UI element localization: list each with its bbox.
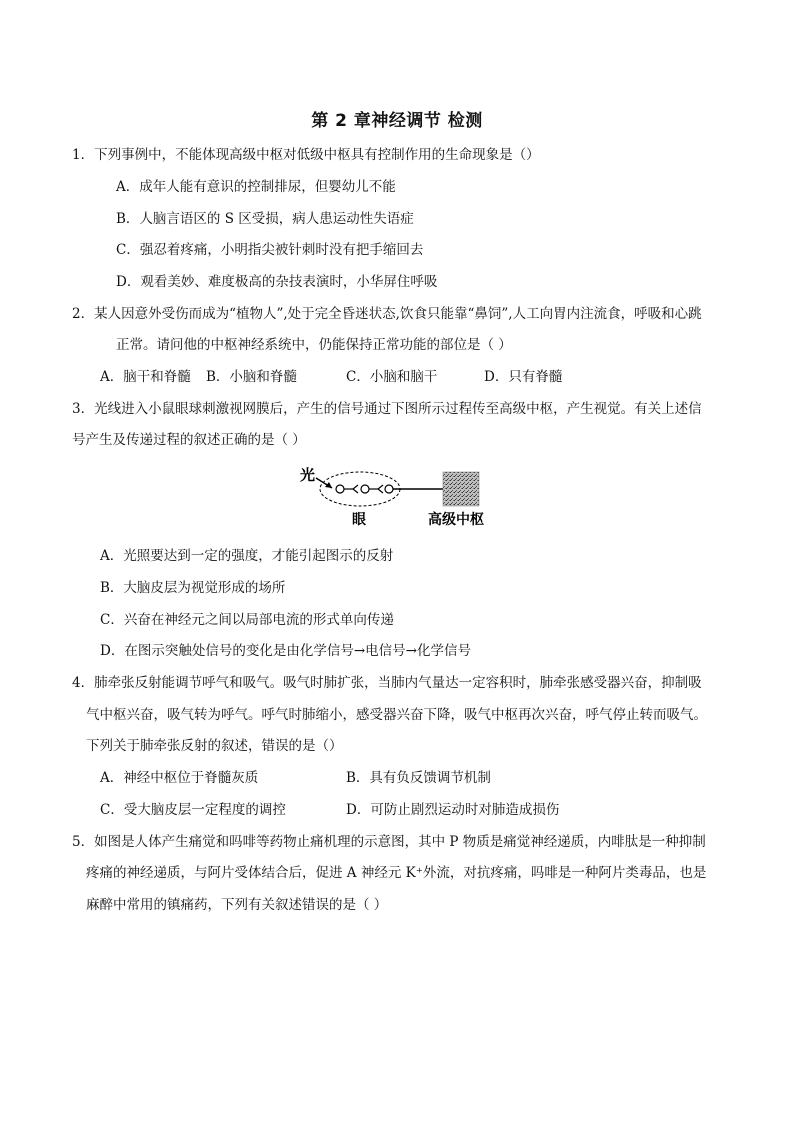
q3-stem-line1: 3．光线进入小鼠眼球刺激视网膜后，产生的信号通过下图所示过程传至高级中枢，产生视觉。有关上述信 bbox=[72, 401, 702, 417]
q1-option-d: D．观看美妙、难度极高的杂技表演时，小华屏住呼吸 bbox=[116, 274, 438, 290]
synapse-2-icon bbox=[378, 485, 383, 493]
q4-option-b: B．具有负反馈调节机制 bbox=[346, 770, 491, 786]
neuron-3-icon bbox=[385, 485, 393, 493]
q4-option-a: A．神经中枢位于脊髓灰质 bbox=[100, 770, 259, 786]
q2-option-c: C．小脑和脑干 bbox=[346, 369, 438, 385]
q3-option-d: D．在图示突触处信号的变化是由化学信号→电信号→化学信号 bbox=[100, 643, 471, 659]
q1-option-a: A．成年人能有意识的控制排尿，但婴幼儿不能 bbox=[116, 179, 396, 195]
q4-option-d: D．可防止剧烈运动时对肺造成损伤 bbox=[346, 802, 560, 818]
page-title: 第 2 章神经调节 检测 bbox=[311, 111, 483, 131]
q2-option-a: A．脑干和脊髓 bbox=[100, 369, 191, 385]
higher-center-block bbox=[443, 472, 479, 506]
neuron-1-icon bbox=[336, 485, 344, 493]
q2-option-b: B．小脑和脊髓 bbox=[206, 369, 297, 385]
q4-stem-line3: 下列关于肺牵张反射的叙述，错误的是（） bbox=[86, 738, 343, 754]
q1-stem: 1．下列事例中，不能体现高级中枢对低级中枢具有控制作用的生命现象是（） bbox=[72, 147, 540, 163]
q3-option-c: C．兴奋在神经元之间以局部电流的形式单向传递 bbox=[100, 612, 394, 628]
q5-stem-line1: 5．如图是人体产生痛觉和吗啡等药物止痛机理的示意图，其中 P 物质是痛觉神经递质，内啡肽是一种抑制 bbox=[72, 834, 706, 850]
q2-options-row bbox=[100, 368, 720, 386]
q5-stem-line3: 麻醉中常用的镇痛药，下列有关叙述错误的是（ ） bbox=[86, 897, 388, 913]
q1-option-b: B．人脑言语区的 S 区受损，病人患运动性失语症 bbox=[116, 211, 414, 227]
q4-stem-line2: 气中枢兴奋，吸气转为呼气。呼气时肺缩小，感受器兴奋下降，吸气中枢再次兴奋，呼气停止转而吸气。 bbox=[86, 707, 707, 723]
q5-stem-line2: 疼痛的神经递质，与阿片受体结合后，促进 A 神经元 K⁺外流，对抗疼痛，吗啡是一种阿片类毒品，也是 bbox=[86, 865, 707, 881]
q3-option-b: B．大脑皮层为视觉形成的场所 bbox=[100, 580, 286, 596]
neuron-2-icon bbox=[361, 485, 369, 493]
q2-stem-line1: 2．某人因意外受伤而成为“植物人”,处于完全昏迷状态,饮食只能靠“鼻饲”,人工向胃内注流食，呼吸和心跳 bbox=[72, 306, 702, 322]
q2-stem-line2: 正常。请问他的中枢神经系统中，仍能保持正常功能的部位是（ ） bbox=[116, 337, 512, 353]
q4-options-row-1 bbox=[100, 769, 700, 787]
q4-options-row-2 bbox=[100, 801, 700, 819]
q3-reflex-diagram bbox=[298, 460, 498, 532]
q4-option-c: C．受大脑皮层一定程度的调控 bbox=[100, 802, 286, 818]
q1-option-c: C．强忍着疼痛，小明指尖被针刺时没有把手缩回去 bbox=[116, 242, 424, 258]
q4-stem-line1: 4．肺牵张反射能调节呼气和吸气。吸气时肺扩张，当肺内气量达一定容积时，肺牵张感受器兴奋，抑制吸 bbox=[72, 675, 702, 691]
light-label: 光 bbox=[300, 466, 316, 484]
q3-option-a: A．光照要达到一定的强度，才能引起图示的反射 bbox=[100, 548, 394, 564]
synapse-1-icon bbox=[353, 485, 358, 493]
q2-option-d: D．只有脊髓 bbox=[484, 369, 563, 385]
higher-center-label: 高级中枢 bbox=[428, 512, 484, 528]
q3-stem-line2: 号产生及传递过程的叙述正确的是（ ） bbox=[72, 432, 306, 448]
eye-label: 眼 bbox=[352, 512, 366, 528]
